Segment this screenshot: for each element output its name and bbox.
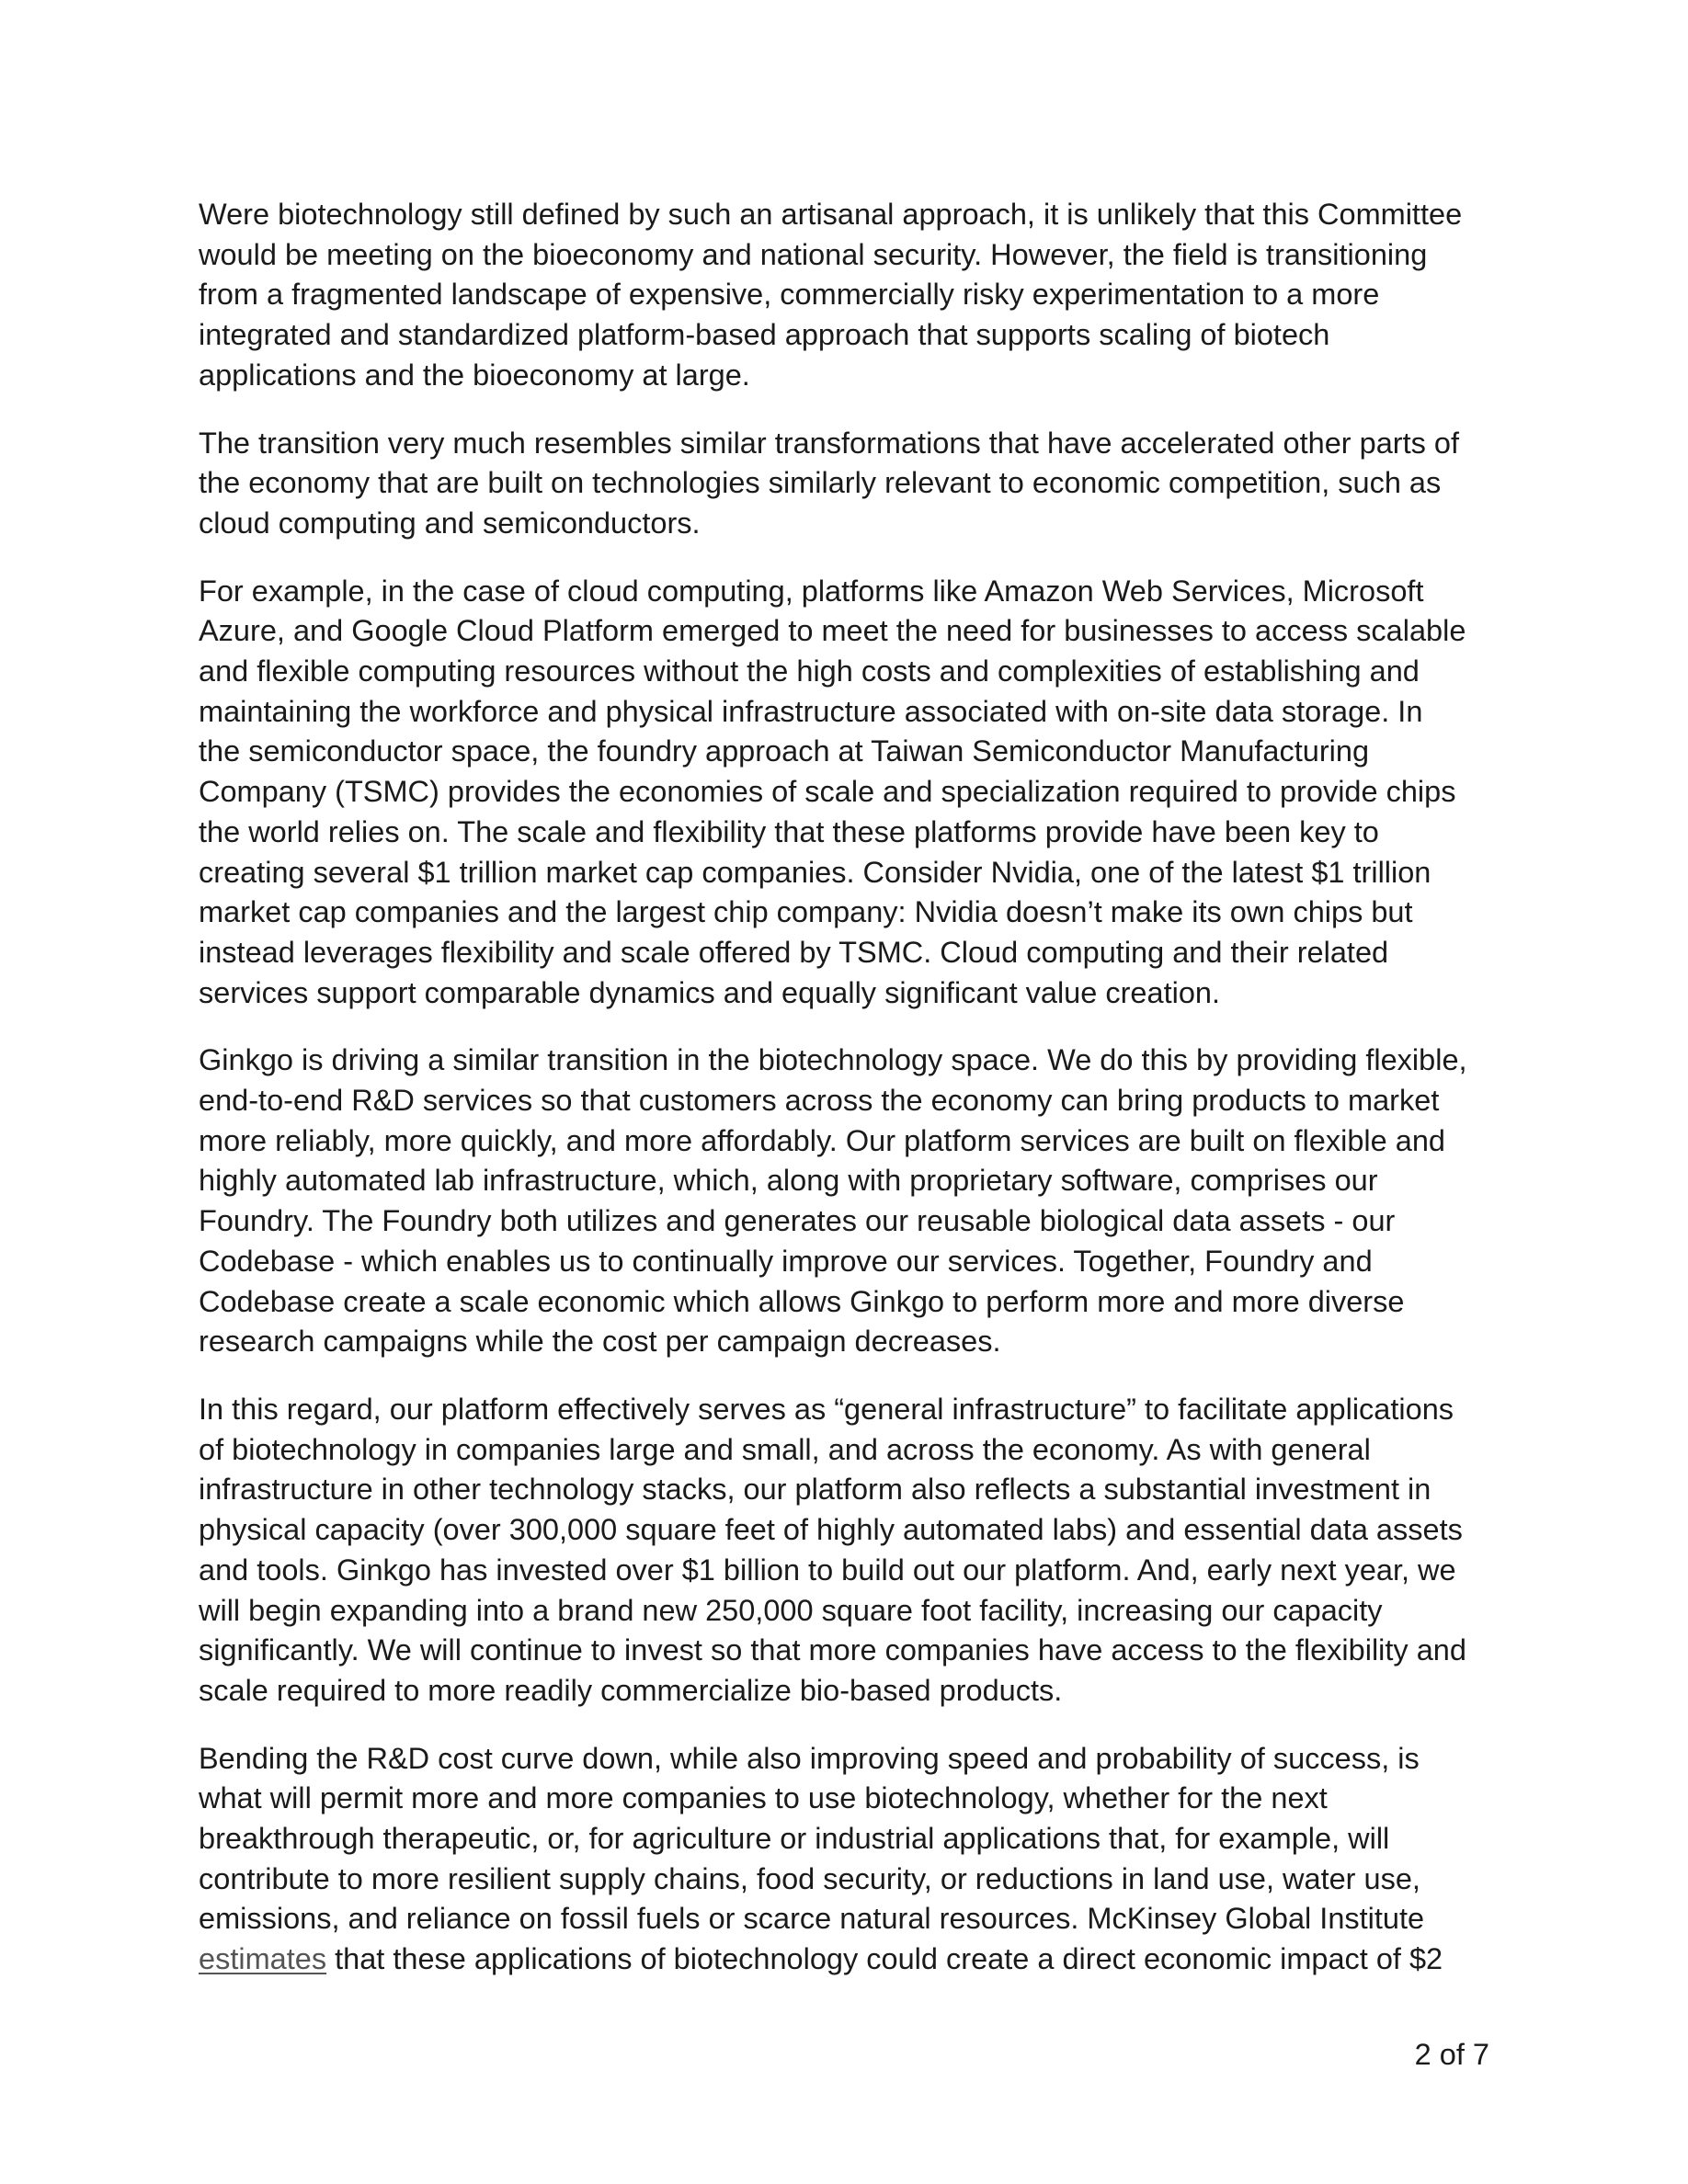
text-line: integrated and standardized platform-based approach that supports scaling of biotech [199,318,1330,352]
text-line: more reliably, more quickly, and more affordably. Our platform services are built on flexible and [199,1123,1445,1157]
text-line: would be meeting on the bioeconomy and national security. However, the field is transitioning [199,237,1428,271]
text-line: infrastructure in other technology stacks, our platform also reflects a substantial investment in [199,1473,1431,1507]
paragraph-2 [199,424,1495,544]
body-text [199,195,1495,2008]
paragraph-1 [199,195,1495,396]
paragraph-3 [199,572,1495,1014]
text-line: emissions, and reliance on fossil fuels or scarce natural resources. McKinsey Global Institute [199,1902,1425,1936]
text-line: the economy that are built on technologies similarly relevant to economic competition, such as [199,466,1442,500]
text-line: breakthrough therapeutic, or, for agriculture or industrial applications that, for example, will [199,1822,1390,1856]
text-line: what will permit more and more companies to use biotechnology, whether for the next [199,1781,1328,1815]
paragraph-5 [199,1390,1495,1712]
text-line: the world relies on. The scale and flexibility that these platforms provide have been key to [199,814,1379,848]
text-line: instead leverages flexibility and scale offered by TSMC. Cloud computing and their related [199,935,1389,969]
text-line: In this regard, our platform effectively serves as “general infrastructure” to facilitate applications [199,1392,1454,1426]
paragraph-4 [199,1041,1495,1362]
text-line: contribute to more resilient supply chains, food security, or reductions in land use, water use, [199,1861,1420,1895]
text-line: Were biotechnology still defined by such an artisanal approach, it is unlikely that this Committee [199,198,1463,231]
text-line: from a fragmented landscape of expensive, commercially risky experimentation to a more [199,278,1380,312]
text-line: Codebase create a scale economic which allows Ginkgo to perform more and more diverse [199,1284,1405,1318]
text-line: Company (TSMC) provides the economies of scale and specialization required to provide chips [199,775,1456,809]
text-line: Codebase - which enables us to continually improve our services. Together, Foundry and [199,1244,1373,1278]
text-line-rest: that these applications of biotechnology could create a direct economic impact of $2 [326,1942,1443,1976]
text-line: scale required to more readily commercialize bio-based products. [199,1673,1063,1707]
text-line: end-to-end R&D services so that customers across the economy can bring products to market [199,1084,1440,1118]
text-line: Bending the R&D cost curve down, while also improving speed and probability of success, is [199,1741,1420,1775]
text-line: applications and the bioeconomy at large. [199,358,750,392]
estimates-link[interactable]: estimates [199,1942,327,1976]
text-line: will begin expanding into a brand new 250,000 square foot facility, increasing our capacity [199,1593,1383,1627]
text-line-with-link [199,1939,1495,1980]
paragraph-6 [199,1739,1495,1980]
page-number: 2 of 7 [1414,2038,1489,2071]
text-line: significantly. We will continue to invest so that more companies have access to the flexibility and [199,1633,1466,1667]
text-line: services support comparable dynamics and equally significant value creation. [199,975,1220,1009]
text-line: research campaigns while the cost per campaign decreases. [199,1325,1001,1359]
text-line: cloud computing and semiconductors. [199,506,701,540]
text-line: Ginkgo is driving a similar transition in the biotechnology space. We do this by providing flexible, [199,1043,1467,1077]
text-line: the semiconductor space, the foundry approach at Taiwan Semiconductor Manufacturing [199,734,1370,768]
text-line: market cap companies and the largest chip company: Nvidia doesn’t make its own chips but [199,895,1413,929]
text-line: highly automated lab infrastructure, which, along with proprietary software, comprises our [199,1164,1378,1198]
text-line: Foundry. The Foundry both utilizes and generates our reusable biological data assets - our [199,1204,1396,1238]
text-line: For example, in the case of cloud computing, platforms like Amazon Web Services, Microsoft [199,574,1424,608]
text-line: physical capacity (over 300,000 square feet of highly automated labs) and essential data assets [199,1513,1463,1547]
text-line: of biotechnology in companies large and small, and across the economy. As with general [199,1432,1371,1466]
text-line: and tools. Ginkgo has invested over $1 billion to build out our platform. And, early next year, we [199,1553,1456,1587]
text-line: and flexible computing resources without the high costs and complexities of establishing and [199,654,1420,688]
text-line: Azure, and Google Cloud Platform emerged to meet the need for businesses to access scalable [199,614,1466,648]
text-line: maintaining the workforce and physical infrastructure associated with on-site data storage. In [199,694,1423,728]
text-line: creating several $1 trillion market cap companies. Consider Nvidia, one of the latest $1 trillion [199,855,1431,889]
text-line: The transition very much resembles similar transformations that have accelerated other parts of [199,426,1460,460]
